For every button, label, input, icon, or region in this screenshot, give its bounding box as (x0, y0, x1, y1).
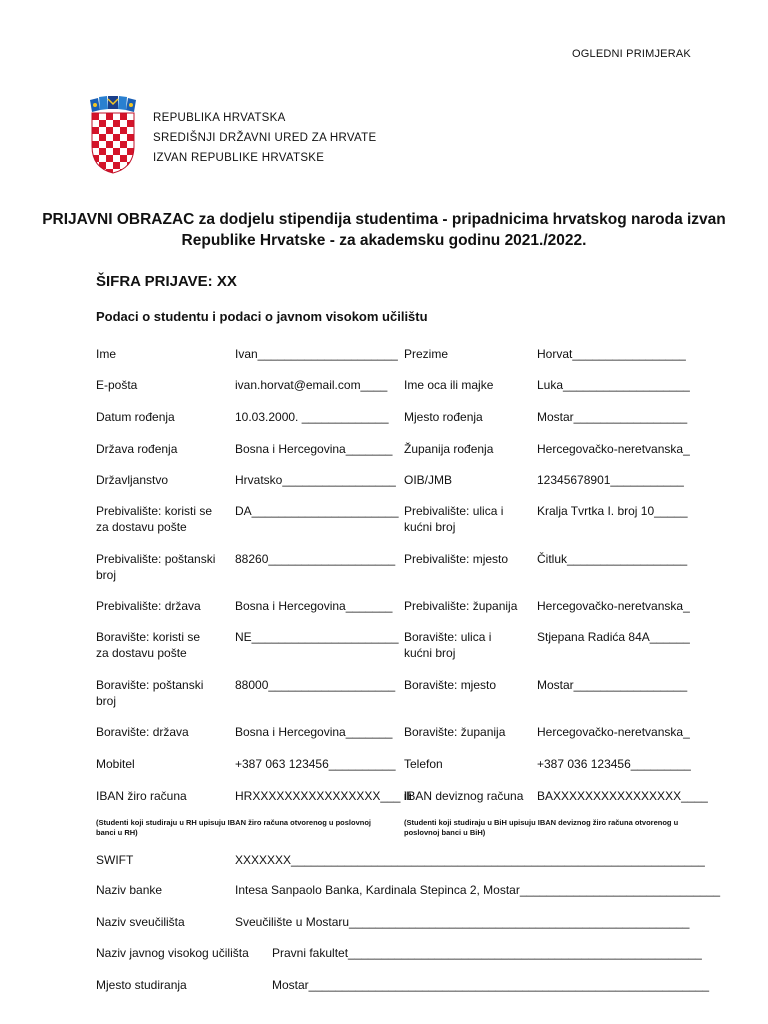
institution-line-2: SREDIŠNJI DRŽAVNI URED ZA HRVATE (153, 132, 377, 144)
note-bih: (Studenti koji studiraju u BiH upisuju IBAN deviznog žiro računa otvorenog u poslovnoj banci u BiH) (404, 818, 679, 837)
label-prebivaliste-drzava: Prebivalište: država (96, 599, 201, 613)
field-telefon[interactable]: +387 036 123456_________ (537, 757, 691, 771)
field-naziv-sveucilista[interactable]: Sveučilište u Mostaru___________________________________________________ (235, 915, 690, 929)
field-iban-devizni[interactable]: BAXXXXXXXXXXXXXXXX____ (537, 789, 708, 803)
label-naziv-ucilista: Naziv javnog visokog učilišta (96, 946, 249, 960)
label-ime: Ime (96, 347, 117, 361)
label-boraviste-drzava: Boravište: država (96, 725, 189, 739)
field-boraviste-mjesto[interactable]: Mostar_________________ (537, 678, 688, 692)
field-naziv-banke[interactable]: Intesa Sanpaolo Banka, Kardinala Stepinca 2, Mostar______________________________ (235, 883, 721, 897)
field-prebivaliste-zupanija[interactable]: Hercegovačko-neretvanska_ (537, 599, 690, 613)
coat-of-arms-icon (88, 96, 138, 174)
form-title: PRIJAVNI OBRAZAC za dodjelu stipendija studentima - pripadnicima hrvatskog naroda izvan Republike Hrvatske - za akademsku godinu 2021./2022. (42, 211, 726, 249)
label-telefon: Telefon (404, 757, 443, 771)
field-swift[interactable]: XXXXXXX______________________________________________________________ (235, 853, 705, 867)
field-boraviste-drzava[interactable]: Bosna i Hercegovina_______ (235, 725, 393, 739)
label-boraviste-ulica: Boravište: ulica i kućni broj (404, 630, 492, 660)
field-oib[interactable]: 12345678901___________ (537, 473, 684, 487)
label-oib: OIB/JMB (404, 473, 453, 487)
field-naziv-ucilista[interactable]: Pravni fakultet_____________________________________________________ (272, 946, 702, 960)
label-zupanija-rodenja: Županija rođenja (404, 442, 494, 456)
label-mjesto-rodenja: Mjesto rođenja (404, 410, 483, 424)
label-naziv-banke: Naziv banke (96, 883, 163, 897)
label-datum-rodenja: Datum rođenja (96, 410, 175, 424)
field-datum-rodenja[interactable]: 10.03.2000. _____________ (235, 410, 389, 424)
label-boraviste-postanski-broj: Boravište: poštanski broj (96, 678, 204, 708)
label-swift: SWIFT (96, 853, 134, 867)
field-prebivaliste-postanski-broj[interactable]: 88260___________________ (235, 552, 396, 566)
label-naziv-sveucilista: Naziv sveučilišta (96, 915, 185, 929)
field-zupanija-rodenja[interactable]: Hercegovačko-neretvanska_ (537, 442, 690, 456)
label-mjesto-studiranja: Mjesto studiranja (96, 978, 187, 992)
field-boraviste-zupanija[interactable]: Hercegovačko-neretvanska_ (537, 725, 690, 739)
field-prebivaliste-ulica[interactable]: Kralja Tvrtka I. broj 10_____ (537, 504, 688, 518)
label-mobitel: Mobitel (96, 757, 135, 771)
section-title: Podaci o studentu i podaci o javnom visokom učilištu (96, 309, 428, 324)
field-prebivaliste-drzava[interactable]: Bosna i Hercegovina_______ (235, 599, 393, 613)
label-drzava-rodenja: Država rođenja (96, 442, 178, 456)
label-iban-ziro: IBAN žiro računa (96, 789, 187, 803)
field-prebivaliste-posta[interactable]: DA______________________ (235, 504, 399, 518)
field-mjesto-rodenja[interactable]: Mostar_________________ (537, 410, 688, 424)
field-iban-ziro[interactable]: HRXXXXXXXXXXXXXXXX___ ili (235, 789, 412, 803)
field-mjesto-studiranja[interactable]: Mostar____________________________________________________________ (272, 978, 710, 992)
label-drzavljanstvo: Državljanstvo (96, 473, 169, 487)
label-iban-devizni: IBAN deviznog računa (404, 789, 524, 803)
label-prezime: Prezime (404, 347, 449, 361)
label-eposta: E-pošta (96, 378, 138, 392)
application-code: ŠIFRA PRIJAVE: XX (96, 273, 237, 290)
label-prebivaliste-posta: Prebivalište: koristi se za dostavu pošte (96, 504, 213, 534)
field-mobitel[interactable]: +387 063 123456__________ (235, 757, 396, 771)
field-ime-oca[interactable]: Luka___________________ (537, 378, 690, 392)
field-ime[interactable]: Ivan_____________________ (235, 347, 398, 361)
label-prebivaliste-zupanija: Prebivalište: županija (404, 599, 518, 613)
institution-line-3: IZVAN REPUBLIKE HRVATSKE (153, 152, 325, 164)
field-boraviste-posta[interactable]: NE______________________ (235, 630, 399, 644)
field-drzava-rodenja[interactable]: Bosna i Hercegovina_______ (235, 442, 393, 456)
field-boraviste-postanski-broj[interactable]: 88000___________________ (235, 678, 396, 692)
label-boraviste-zupanija: Boravište: županija (404, 725, 506, 739)
label-prebivaliste-ulica: Prebivalište: ulica i kućni broj (404, 504, 504, 534)
note-rh: (Studenti koji studiraju u RH upisuju IBAN žiro računa otvorenog u poslovnoj banci u RH) (96, 818, 372, 837)
label-boraviste-posta: Boravište: koristi se za dostavu pošte (96, 630, 201, 660)
field-eposta[interactable]: ivan.horvat@email.com____ (235, 378, 388, 392)
label-ime-oca: Ime oca ili majke (404, 378, 494, 392)
field-drzavljanstvo[interactable]: Hrvatsko_________________ (235, 473, 396, 487)
label-prebivaliste-postanski-broj: Prebivalište: poštanski broj (96, 552, 216, 582)
institution-line-1: REPUBLIKA HRVATSKA (153, 112, 286, 124)
label-prebivaliste-mjesto: Prebivalište: mjesto (404, 552, 509, 566)
field-boraviste-ulica[interactable]: Stjepana Radića 84A______ (537, 630, 690, 644)
label-boraviste-mjesto: Boravište: mjesto (404, 678, 497, 692)
field-prezime[interactable]: Horvat_________________ (537, 347, 686, 361)
field-prebivaliste-mjesto[interactable]: Čitluk__________________ (537, 552, 688, 566)
sample-label: OGLEDNI PRIMJERAK (572, 48, 691, 60)
